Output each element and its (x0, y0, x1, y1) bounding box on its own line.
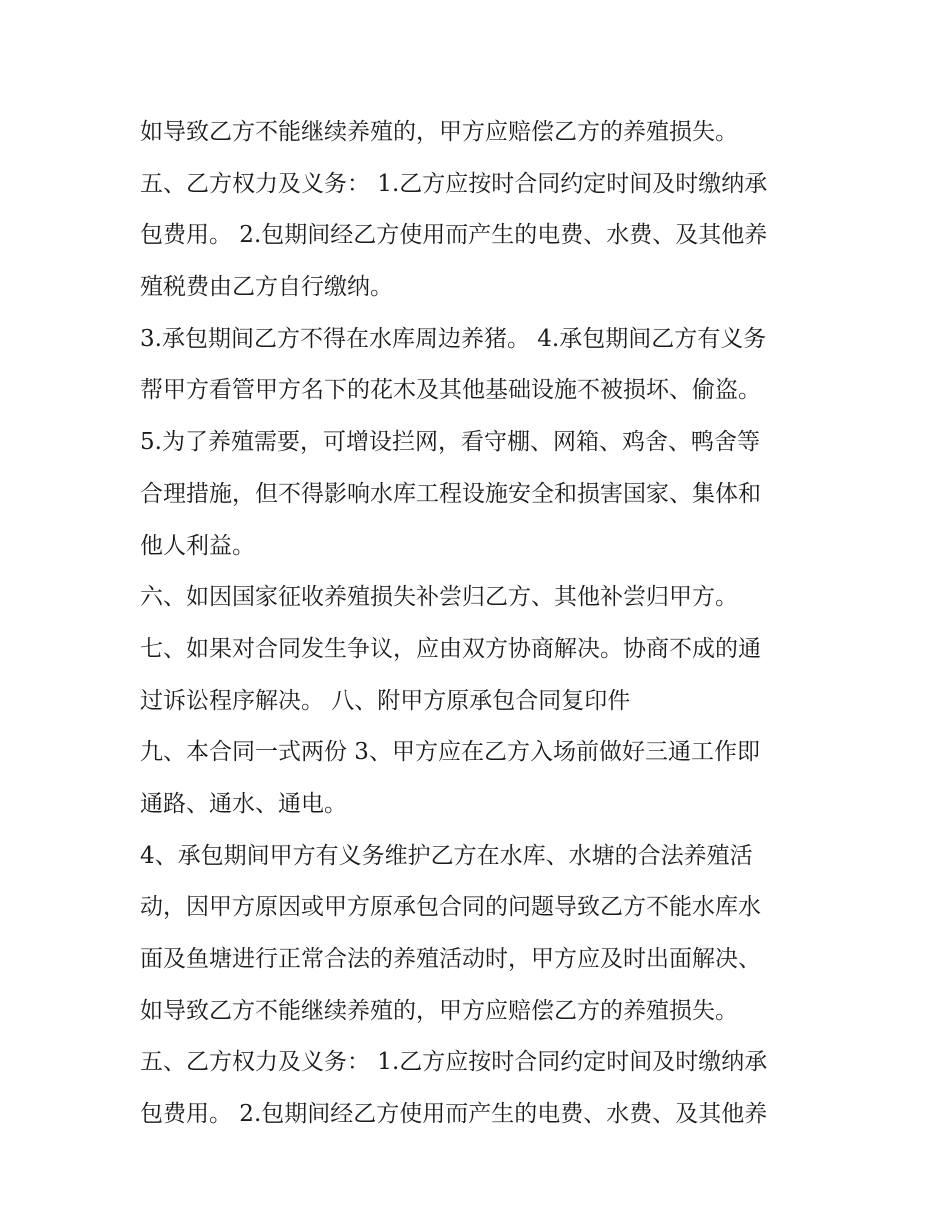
text-line: 他人利益。 (140, 532, 255, 559)
text-line: 3.承包期间乙方不得在水库周边养猪。 4.承包期间乙方有义务 (140, 325, 767, 352)
document-body (140, 107, 830, 1141)
text-line: 五、乙方权力及义务： 1.乙方应按时合同约定时间及时缴纳承 (140, 1049, 768, 1076)
text-line: 合理措施，但不得影响水库工程设施安全和损害国家、集体和 (140, 480, 761, 507)
text-line: 六、如因国家征收养殖损失补尝归乙方、其他补尝归甲方。 (140, 584, 738, 611)
text-line: 过诉讼程序解决。 八、附甲方原承包合同复印件 (140, 687, 631, 714)
text-line: 面及鱼塘进行正常合法的养殖活动时，甲方应及时出面解决、 (140, 946, 761, 972)
text-line: 七、如果对合同发生争议，应由双方协商解决。协商不成的通 (140, 635, 761, 662)
text-line: 如导致乙方不能继续养殖的，甲方应赔偿乙方的养殖损失。 (140, 997, 738, 1024)
text-line: 动，因甲方原因或甲方原承包合同的问题导致乙方不能水库水 (140, 894, 761, 921)
text-line: 如导致乙方不能继续养殖的，甲方应赔偿乙方的养殖损失。 (140, 119, 738, 145)
text-line: 通路、通水、通电。 (140, 790, 347, 817)
text-line: 九、本合同一式两份 3、甲方应在乙方入场前做好三通工作即 (140, 739, 760, 766)
text-line: 4、承包期间甲方有义务维护乙方在水库、水塘的合法养殖活 (140, 842, 753, 869)
text-line: 五、乙方权力及义务： 1.乙方应按时合同约定时间及时缴纳承 (140, 170, 768, 197)
text-line: 包费用。 2.包期间经乙方使用而产生的电费、水费、及其他养 (140, 222, 768, 249)
text-line: 5.为了养殖需要，可增设拦网，看守棚、网箱、鸡舍、鸭舍等 (140, 429, 760, 456)
text-line: 殖税费由乙方自行缴纳。 (140, 274, 393, 301)
text-line: 包费用。 2.包期间经乙方使用而产生的电费、水费、及其他养 (140, 1101, 768, 1128)
text-line: 帮甲方看管甲方名下的花木及其他基础设施不被损坏、偷盗。 (140, 377, 761, 404)
